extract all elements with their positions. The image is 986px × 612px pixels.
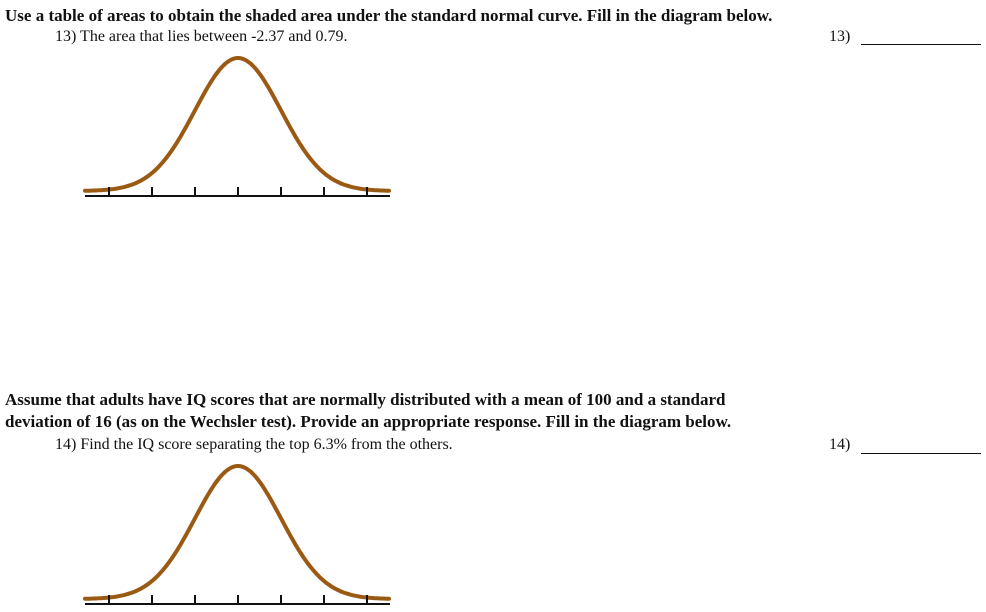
instructions-13: Use a table of areas to obtain the shaded area under the standard normal curve. Fill in the diagram below. [5,6,773,25]
instructions-14-line2: deviation of 16 (as on the Wechsler test). Provide an appropriate response. Fill in the diagram below. [5,412,732,431]
normal-curve-diagram-13 [80,50,400,205]
normal-curve-13 [85,58,389,191]
answer-label-13: 13) [829,28,851,45]
answer-blank-14[interactable] [861,453,981,454]
answer-label-14: 14) [829,436,851,453]
question-13: 13) The area that lies between -2.37 and 0.79. [55,28,348,45]
axis-ticks-14 [109,595,367,604]
question-14: 14) Find the IQ score separating the top 6.3% from the others. [55,436,453,453]
axis-ticks-13 [109,187,367,196]
answer-blank-13[interactable] [861,44,981,45]
normal-curve-diagram-14 [80,458,400,612]
instructions-14-line1: Assume that adults have IQ scores that are normally distributed with a mean of 100 and a standard [5,390,726,409]
normal-curve-14 [85,466,389,599]
